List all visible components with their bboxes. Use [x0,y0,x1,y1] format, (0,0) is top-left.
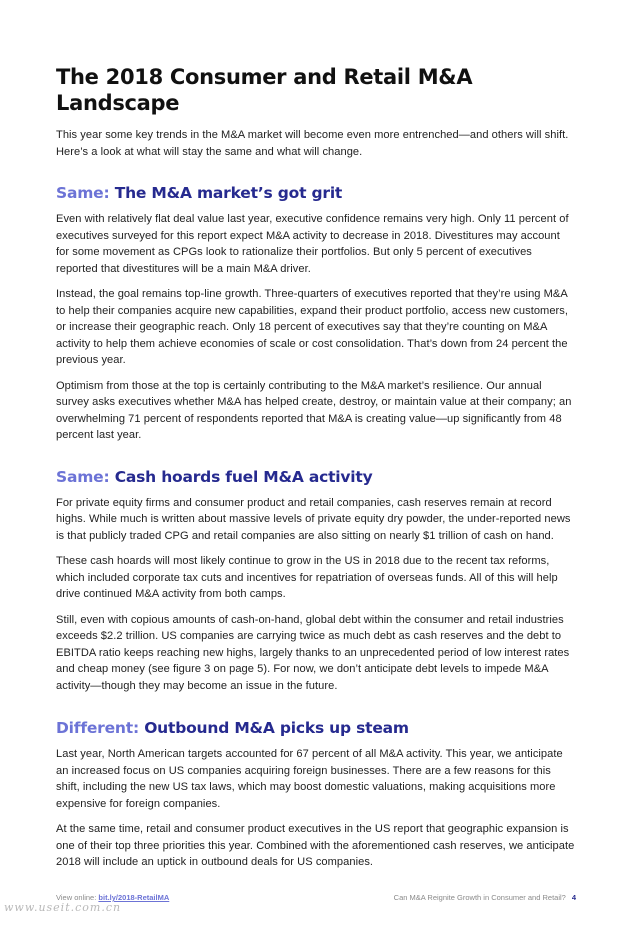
report-link[interactable]: bit.ly/2018-RetailMA [98,893,170,902]
body-paragraph: Last year, North American targets accounted for 67 percent of all M&A activity. This year, we anticipate an increased focus on US companies acquiring foreign businesses. There are a few reasons for this shift, including the new US tax laws, which may boost domestic valuations, making acquisitions more expensive for foreign companies. [56,748,563,810]
page-footer [56,893,576,902]
report-title: Can M&A Reignite Growth in Consumer and Retail? [393,893,566,902]
intro-paragraph: This year some key trends in the M&A market will become even more entrenched—and others will shift. Here’s a look at what will stay the same and what will change. [56,129,569,158]
section-heading-outbound: Different: Outbound M&A picks up steam [56,719,409,737]
body-paragraph: Optimism from those at the top is certainly contributing to the M&A market’s resilience. Our annual survey asks executives whether M&A has helped create, destroy, or maintain value at their company; an overwhelming 71 percent of respondents reported that M&A is creating value—up significantly from 48 percent last year. [56,379,572,441]
page-content [56,64,576,871]
view-online-label: View online: [56,893,97,902]
footer-right [394,893,576,902]
body-paragraph: Instead, the goal remains top-line growth. Three-quarters of executives reported that they’re using M&A to help their companies acquire new capabilities, expand their product portfolio, access new customers, or increase their geographic reach. Only 18 percent of executives say that they’re counting on M&A activity to help them achieve economies of scale or cost consolidation. That’s down from 24 percent the previous year. [56,288,569,366]
body-paragraph: Even with relatively flat deal value last year, executive confidence remains very high. Only 11 percent of executives surveyed for this report expect M&A activity to decrease in 2018. Divestitures may account for some movement as CPGs look to rationalize their portfolios. But only 5 percent of executives reported that divestitures will be a main M&A driver. [56,213,569,275]
section-heading-grit: Same: The M&A market’s got grit [56,184,343,202]
page-number: 4 [571,893,576,902]
body-paragraph: For private equity firms and consumer product and retail companies, cash reserves remain at record highs. While much is written about massive levels of private equity dry powder, the under-reported news is that publicly traded CPG and retail companies are also sitting on nearly $1 trillion of cash on hand. [56,496,571,542]
watermark: www.useit.com.cn [4,901,122,914]
body-paragraph: These cash hoards will most likely continue to grow in the US in 2018 due to the recent tax reforms, which included corporate tax cuts and incentives for repatriation of overseas funds. All of this will help drive continued M&A activity from both camps. [56,555,558,600]
section-heading-cash: Same: Cash hoards fuel M&A activity [56,467,373,486]
body-paragraph: Still, even with copious amounts of cash-on-hand, global debt within the consumer and retail industries exceeds $2.2 trillion. US companies are carrying twice as much debt as cash reserves and the debt to EBITDA ratio keeps reaching new highs, largely thanks to an unprecedented period of low interest rates and cheap money (see figure 3 on page 5). For now, we don’t anticipate debt levels to impede M&A activity—though they may become an issue in the future. [56,613,570,692]
page-title: The 2018 Consumer and Retail M&A Landscape [56,65,473,115]
body-paragraph: At the same time, retail and consumer product executives in the US report that geographic expansion is one of their top three priorities this year. Combined with the aforementioned cash reserves, we anticipate 2018 will include an uptick in outbound deals for US companies. [56,823,575,868]
